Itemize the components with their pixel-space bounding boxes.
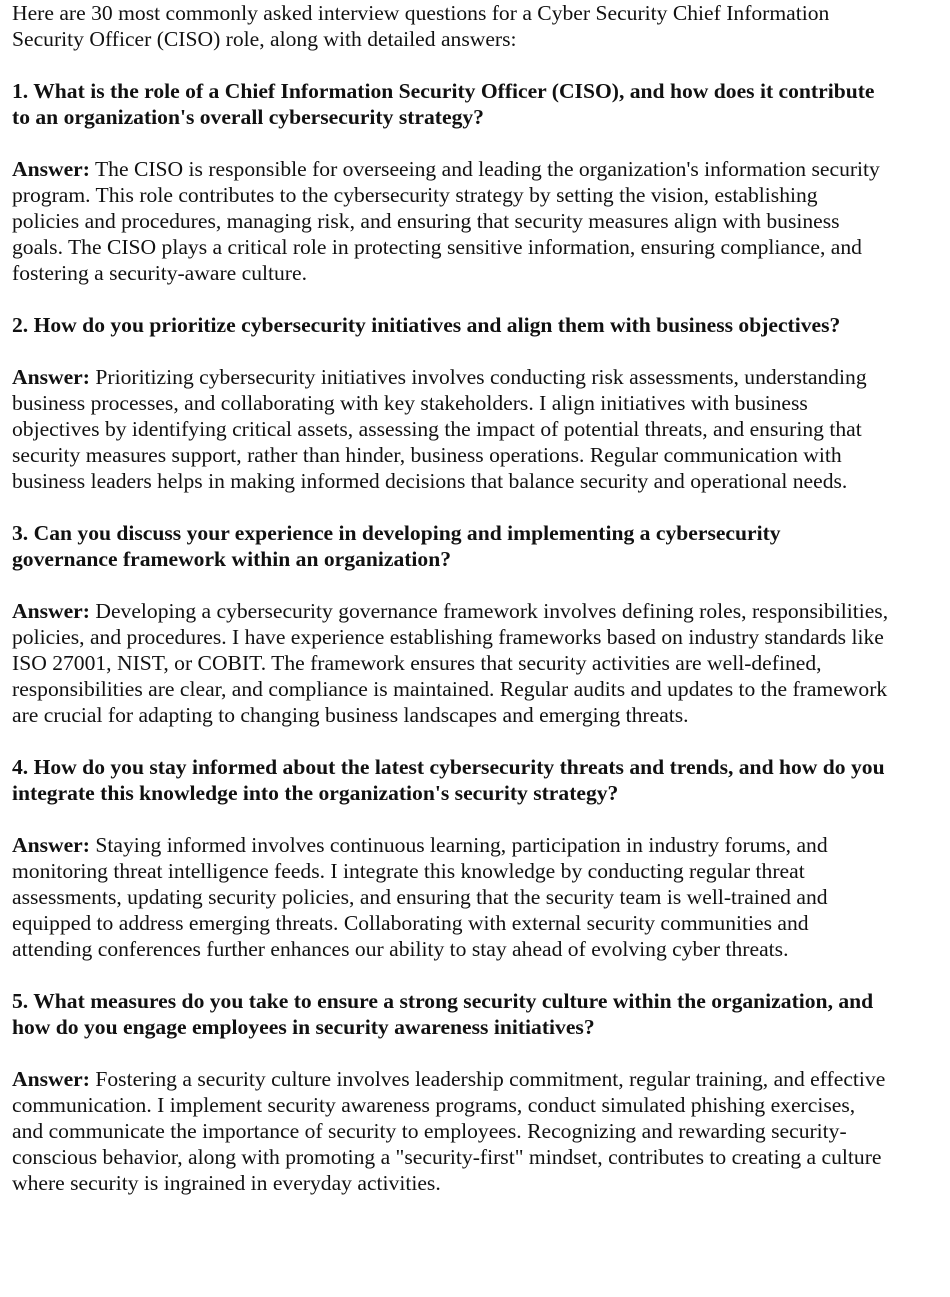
answer-3 (12, 598, 890, 728)
answer-text: The CISO is responsible for overseeing and leading the organization's information security program. This role contributes to the cybersecurity strategy by setting the vision, establishing policies and procedures, managing risk, and ensuring that security measures align with business goals. The CISO plays a critical role in protecting sensitive information, ensuring compliance, and fostering a security-aware culture. (12, 157, 880, 285)
answer-label: Answer: (12, 1067, 90, 1091)
answer-text: Developing a cybersecurity governance framework involves defining roles, responsibilities, policies, and procedures. I have experience establishing frameworks based on industry standards like ISO 27001, NIST, or COBIT. The framework ensures that security activities are well-defined, responsibilities are clear, and compliance is maintained. Regular audits and updates to the framework are crucial for adapting to changing business landscapes and emerging threats. (12, 599, 889, 727)
answer-4 (12, 832, 890, 962)
answer-1 (12, 156, 890, 286)
answer-text: Prioritizing cybersecurity initiatives involves conducting risk assessments, understanding business processes, and collaborating with key stakeholders. I align initiatives with business objectives by identifying critical assets, assessing the impact of potential threats, and ensuring that security measures support, rather than hinder, business operations. Regular communication with business leaders helps in making informed decisions that balance security and operational needs. (12, 365, 867, 493)
answer-5 (12, 1066, 890, 1196)
answer-2 (12, 364, 890, 494)
answer-text: Fostering a security culture involves leadership commitment, regular training, and effective communication. I implement security awareness programs, conduct simulated phishing exercises, and communicate the importance of security to employees. Recognizing and rewarding security-conscious behavior, along with promoting a "security-first" mindset, contributes to creating a culture where security is ingrained in everyday activities. (12, 1067, 886, 1195)
question-4: 4. How do you stay informed about the latest cybersecurity threats and trends, and how do you integrate this knowledge into the organization's security strategy? (12, 755, 885, 805)
question-1: 1. What is the role of a Chief Information Security Officer (CISO), and how does it contribute to an organization's overall cybersecurity strategy? (12, 79, 875, 129)
answer-label: Answer: (12, 599, 90, 623)
intro-paragraph: Here are 30 most commonly asked interview questions for a Cyber Security Chief Information Security Officer (CISO) role, along with detailed answers: (12, 1, 830, 51)
answer-text: Staying informed involves continuous learning, participation in industry forums, and monitoring threat intelligence feeds. I integrate this knowledge by conducting regular threat assessments, updating security policies, and ensuring that the security team is well-trained and equipped to address emerging threats. Collaborating with external security communities and attending conferences further enhances our ability to stay ahead of evolving cyber threats. (12, 833, 828, 961)
answer-label: Answer: (12, 157, 90, 181)
answer-label: Answer: (12, 365, 90, 389)
question-2: 2. How do you prioritize cybersecurity initiatives and align them with business objectives? (12, 313, 841, 337)
question-5: 5. What measures do you take to ensure a strong security culture within the organization, and how do you engage employees in security awareness initiatives? (12, 989, 874, 1039)
answer-label: Answer: (12, 833, 90, 857)
question-3: 3. Can you discuss your experience in developing and implementing a cybersecurity governance framework within an organization? (12, 521, 781, 571)
